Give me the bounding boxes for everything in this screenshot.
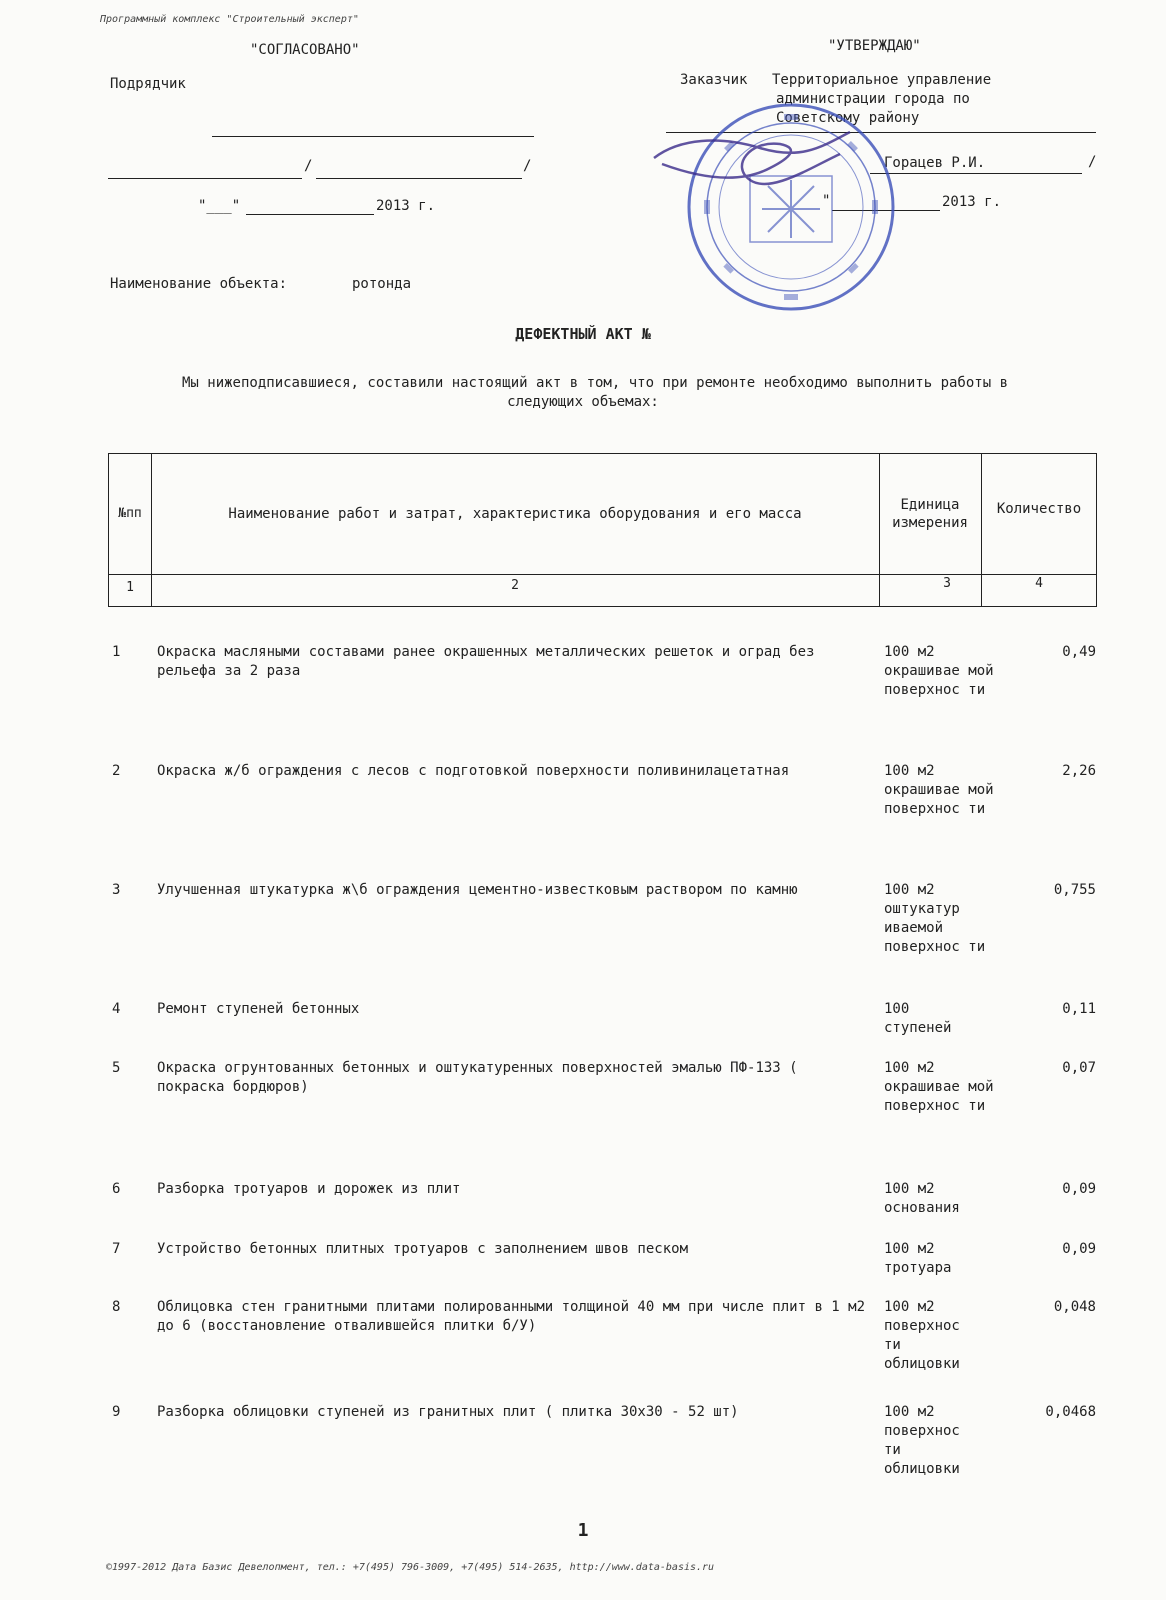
col-number-1: 1 <box>126 580 134 595</box>
contractor-fullname-line <box>316 178 522 179</box>
customer-label: Заказчик <box>680 72 748 88</box>
contractor-label: Подрядчик <box>110 76 186 92</box>
row-unit: 100 м2 основания <box>884 1181 960 1216</box>
row-quantity: 0,11 <box>1062 1001 1096 1017</box>
header-num: №пп <box>118 506 142 521</box>
row-number: 8 <box>112 1299 121 1315</box>
row-number: 4 <box>112 1001 121 1017</box>
header-unit-line2: измерения <box>892 515 968 531</box>
row-quantity: 0,0468 <box>1045 1404 1096 1420</box>
row-work-name: Ремонт ступеней бетонных <box>157 1001 360 1017</box>
object-value: ротонда <box>352 276 412 292</box>
customer-org-line3: Советскому району <box>776 110 920 126</box>
customer-signer-line <box>870 173 1082 174</box>
row-quantity: 2,26 <box>1062 763 1096 779</box>
row-number: 2 <box>112 763 121 779</box>
row-work-name: Окраска огрунтованных бетонных и оштукатуренных поверхностей эмалью ПФ-133 ( покраска бордюров) <box>157 1060 798 1095</box>
header-name: Наименование работ и затрат, характеристика оборудования и его масса <box>228 506 802 522</box>
col-number-4: 4 <box>1035 576 1043 591</box>
row-unit: 100 м2 оштукатур иваемой поверхнос ти <box>884 882 986 955</box>
right-slash: / <box>1088 154 1097 170</box>
right-date-quote: " <box>822 193 831 209</box>
row-number: 9 <box>112 1404 121 1420</box>
row-work-name: Разборка тротуаров и дорожек из плит <box>157 1181 461 1197</box>
intro-line2: следующих объемах: <box>507 394 659 410</box>
page-number: 1 <box>577 1520 589 1541</box>
header-unit <box>879 454 981 574</box>
row-unit: 100 м2 поверхнос ти облицовки <box>884 1299 960 1372</box>
row-work-name: Улучшенная штукатурка ж\б ограждения цементно-известковым раствором по камню <box>157 882 798 898</box>
left-date-year: 2013 г. <box>376 198 436 214</box>
contractor-name-line <box>212 136 534 137</box>
left-approval-title: "СОГЛАСОВАНО" <box>250 42 360 58</box>
row-work-name: Окраска масляными составами ранее окрашенных металлических решеток и оград без рельефа за 2 раза <box>157 644 815 679</box>
row-work-name: Разборка облицовки ступеней из гранитных плит ( плитка 30х30 - 52 шт) <box>157 1404 739 1420</box>
left-date-line <box>246 214 374 215</box>
row-quantity: 0,09 <box>1062 1241 1096 1257</box>
header-table <box>108 453 1097 607</box>
row-quantity: 0,755 <box>1053 882 1096 898</box>
right-date-year: 2013 г. <box>942 194 1002 210</box>
software-header: Программный комплекс "Строительный эксперт" <box>100 14 359 25</box>
row-number: 3 <box>112 882 121 898</box>
intro-line1: Мы нижеподписавшиеся, составили настоящий акт в том, что при ремонте необходимо выполнить работы в <box>181 375 1008 391</box>
row-unit: 100 м2 тротуара <box>884 1241 952 1276</box>
header-qty: Количество <box>996 501 1082 517</box>
signature-icon <box>650 118 870 208</box>
row-unit: 100 ступеней <box>884 1001 952 1036</box>
col-number-3: 3 <box>943 576 951 591</box>
contractor-signature-line <box>108 178 302 179</box>
customer-org-line1: Территориальное управление <box>772 72 992 88</box>
row-work-name: Устройство бетонных плитных тротуаров с заполнением швов песком <box>157 1241 689 1257</box>
right-approval-title: "УТВЕРЖДАЮ" <box>828 38 921 54</box>
row-unit: 100 м2 поверхнос ти облицовки <box>884 1404 960 1477</box>
row-number: 1 <box>112 644 121 660</box>
row-quantity: 0,07 <box>1062 1060 1096 1076</box>
row-work-name: Облицовка стен гранитными плитами полированными толщиной 40 мм при числе плит в 1 м2 до 6 (восстановление отвалившейся плитки б/У) <box>157 1299 866 1334</box>
row-unit: 100 м2 окрашивае мой поверхнос ти <box>884 1060 994 1114</box>
customer-signer: Горацев Р.И. <box>884 155 986 171</box>
object-label: Наименование объекта: <box>110 276 288 292</box>
customer-org-line2: администрации города по <box>776 91 970 107</box>
left-date-prefix: "___" <box>198 198 241 214</box>
row-number: 7 <box>112 1241 121 1257</box>
row-number: 5 <box>112 1060 121 1076</box>
row-unit: 100 м2 окрашивае мой поверхнос ти <box>884 763 994 817</box>
row-quantity: 0,09 <box>1062 1181 1096 1197</box>
footer-copyright: ©1997-2012 Дата Базис Девелопмент, тел.: +7(495) 796-3009, +7(495) 514-2635, http://www.data-basis.ru <box>106 1562 715 1573</box>
row-number: 6 <box>112 1181 121 1197</box>
col-number-2: 2 <box>511 578 519 593</box>
slash-2: / <box>523 158 532 174</box>
row-work-name: Окраска ж/б ограждения с лесов с подготовкой поверхности поливинилацетатная <box>157 763 790 779</box>
slash-1: / <box>304 158 313 174</box>
row-quantity: 0,49 <box>1062 644 1096 660</box>
row-quantity: 0,048 <box>1053 1299 1096 1315</box>
document-title: ДЕФЕКТНЫЙ АКТ № <box>515 325 651 343</box>
row-unit: 100 м2 окрашивае мой поверхнос ти <box>884 644 994 698</box>
header-unit-line1: Единица <box>900 497 960 513</box>
